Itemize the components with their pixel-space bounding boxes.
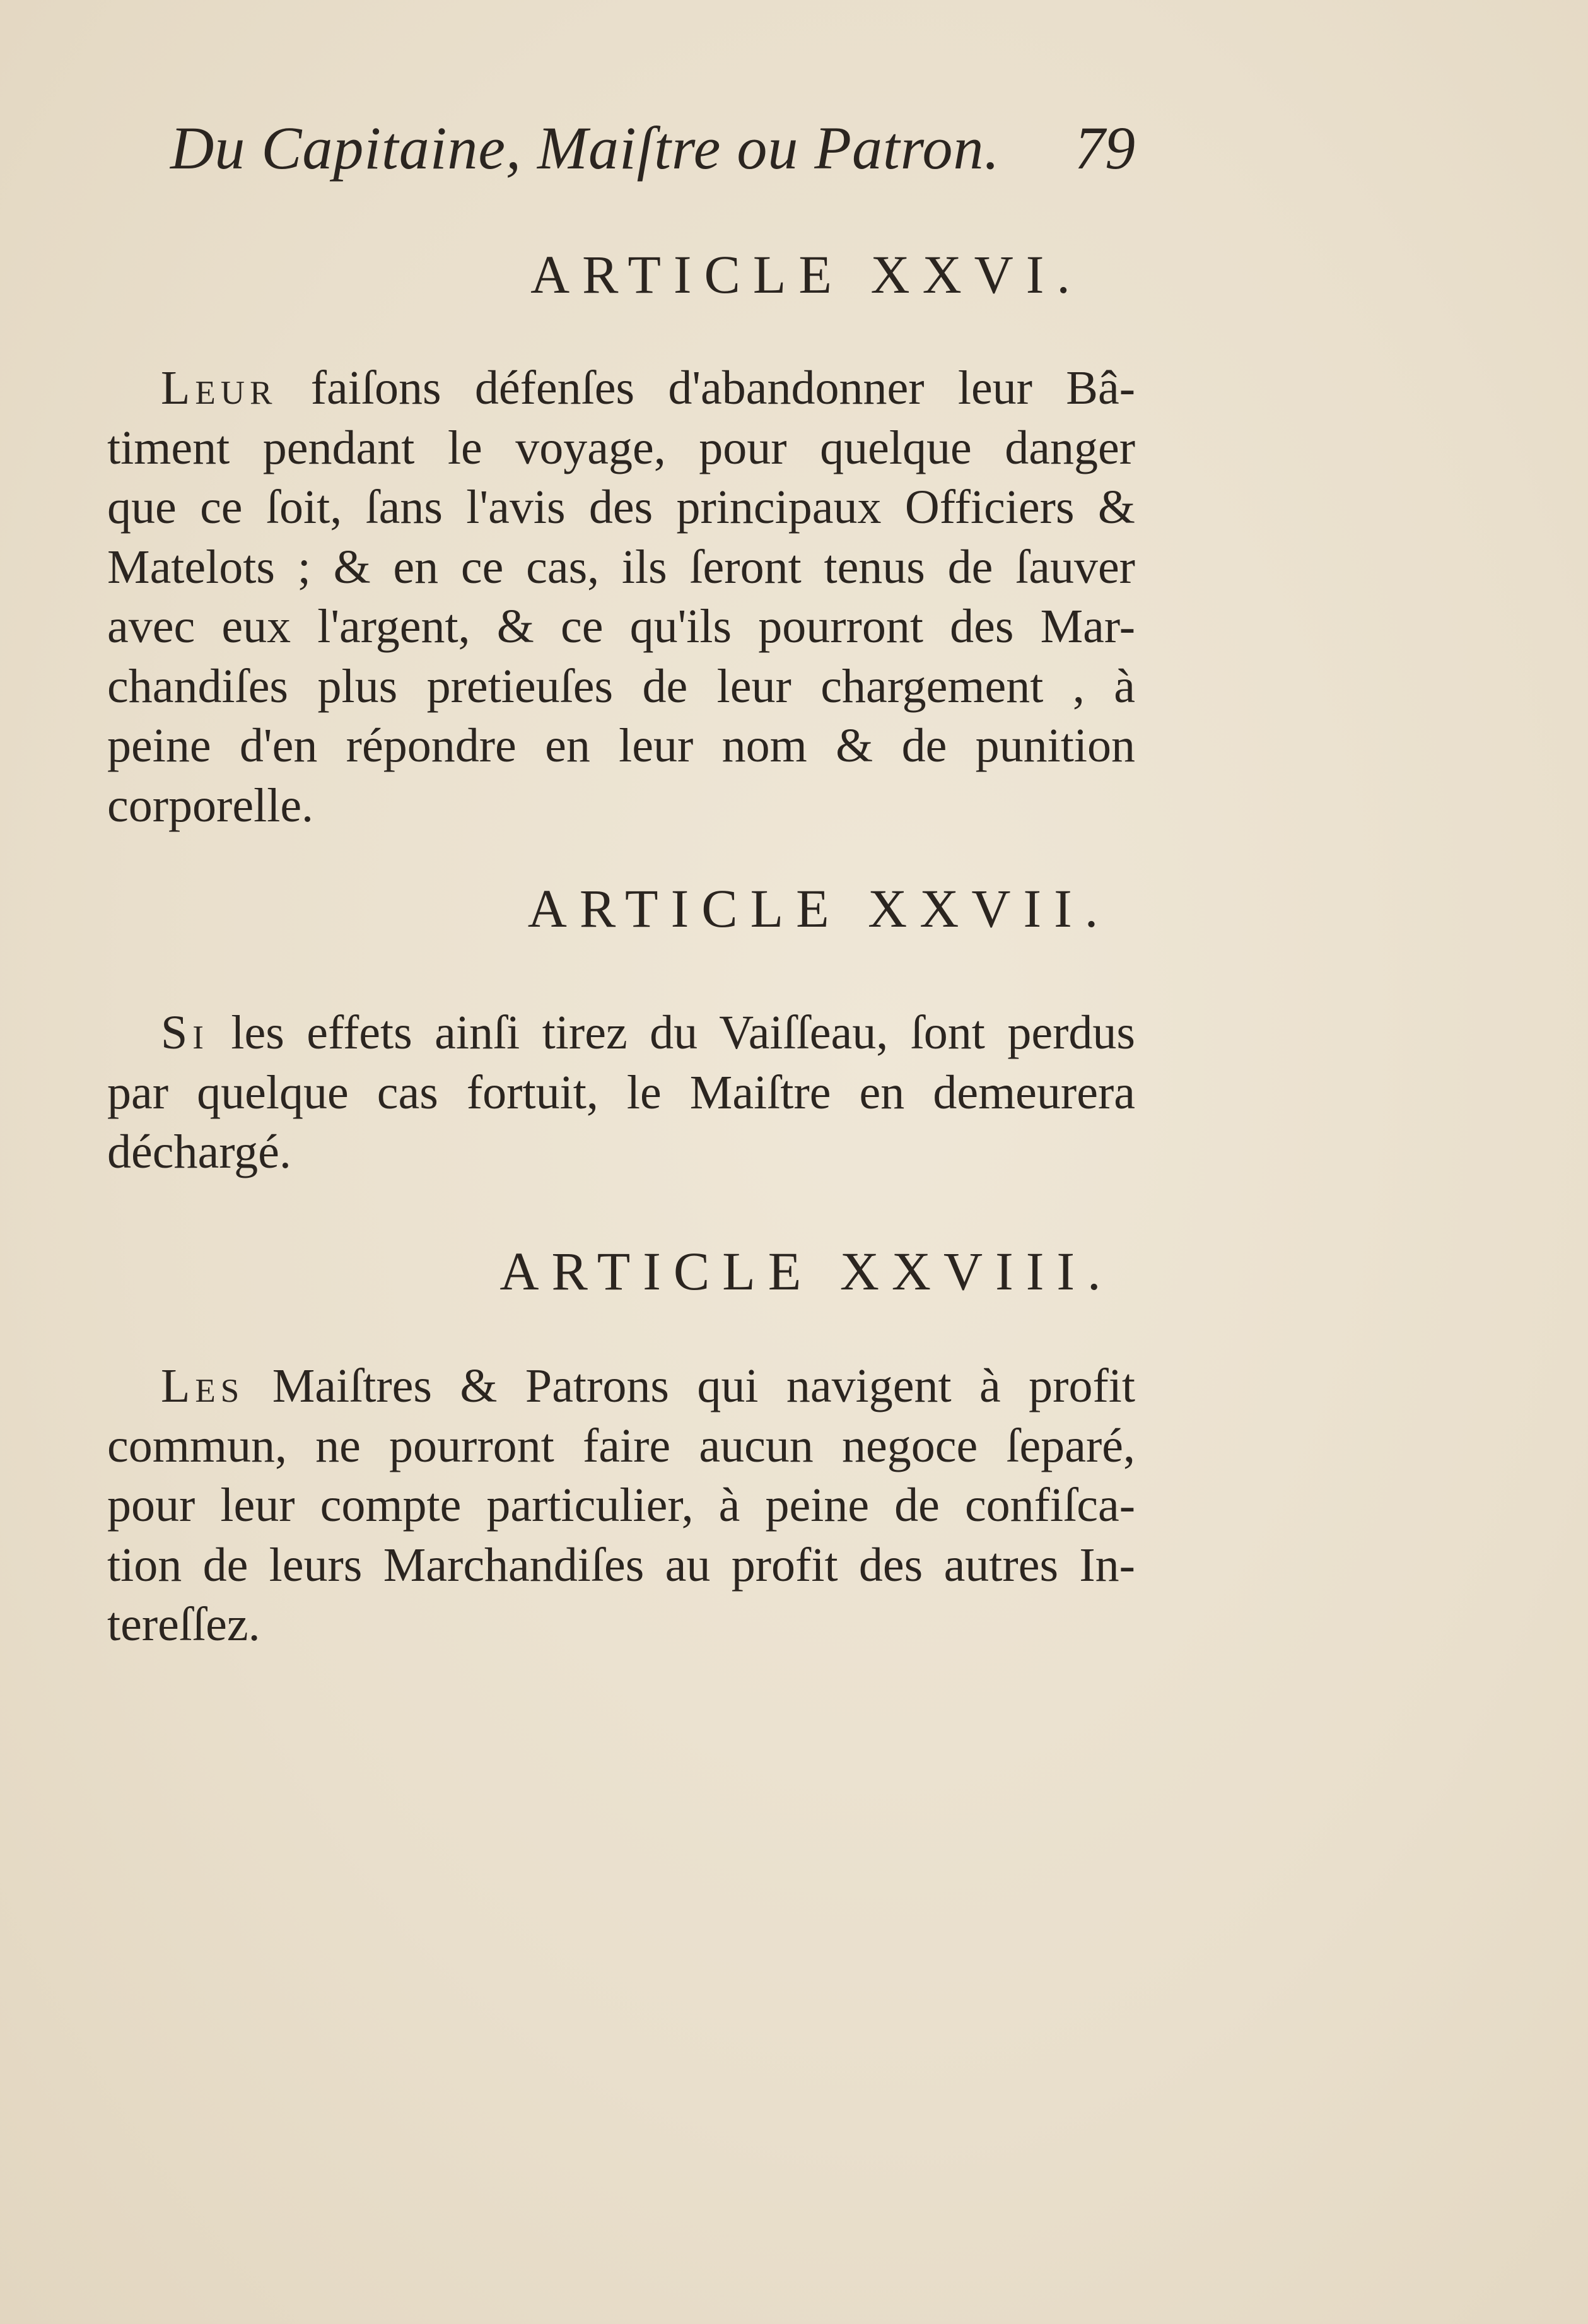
article-line	[107, 1356, 1135, 1416]
article-heading-xxvii: ARTICLE XXVII.	[527, 878, 1111, 939]
article-heading-xxvi: ARTICLE XXVI.	[530, 244, 1083, 305]
lead-word: Les	[161, 1359, 245, 1412]
article-line	[107, 358, 1135, 418]
article-line: peine d'en répondre en leur nom & de punition	[107, 719, 1135, 772]
lead-word: Si	[161, 1006, 209, 1059]
article-line: chandiſes plus pretieuſes de leur chargement , à	[107, 659, 1135, 713]
article-line: timent pendant le voyage, pour quelque danger	[107, 421, 1135, 474]
article-body-xxviii	[107, 1356, 1135, 1655]
article-line: par quelque cas fortuit, le Maiſtre en demeurera	[107, 1065, 1135, 1119]
article-line: avec eux l'argent, & ce qu'ils pourront des Mar-	[107, 600, 1135, 653]
line-text: les effets ainſi tirez du Vaiſſeau, ſont perdus	[231, 1006, 1136, 1059]
line-text: faiſons défenſes d'abandonner leur Bâ-	[310, 361, 1136, 414]
lead-word: Leur	[161, 361, 277, 414]
page-header	[170, 101, 1135, 196]
article-line: tereſſez.	[107, 1598, 260, 1651]
line-text: Maiſtres & Patrons qui navigent à profit	[272, 1359, 1135, 1412]
article-line: pour leur compte particulier, à peine de confiſca-	[107, 1479, 1135, 1532]
article-line: commun, ne pourront faire aucun negoce ſeparé,	[107, 1419, 1135, 1472]
article-line	[107, 1003, 1135, 1063]
article-body-xxvi	[107, 358, 1135, 835]
article-body-xxvii	[107, 1003, 1135, 1182]
article-line: tion de leurs Marchandiſes au profit des autres In-	[107, 1538, 1135, 1592]
article-heading-xxviii: ARTICLE XXVIII.	[499, 1241, 1114, 1301]
article-line: corporelle.	[107, 778, 314, 832]
article-line: déchargé.	[107, 1125, 291, 1178]
article-line: Matelots ; & en ce cas, ils ſeront tenus de ſauver	[107, 540, 1135, 594]
article-line: que ce ſoit, ſans l'avis des principaux Officiers &	[107, 481, 1135, 534]
page-number: 79	[1075, 114, 1135, 182]
running-title: Du Capitaine, Maiſtre ou Patron.	[170, 114, 1000, 182]
